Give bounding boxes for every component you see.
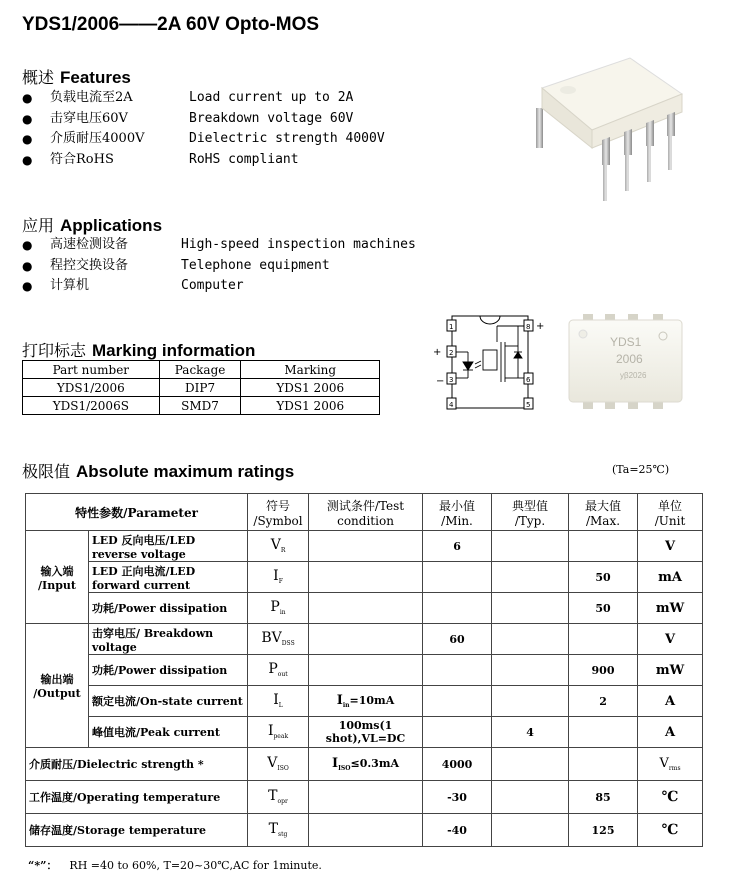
header-typ: 典型值 /Typ.: [492, 494, 569, 531]
test-cell: [309, 562, 423, 593]
amr-table: [25, 493, 703, 847]
feature-en: Dielectric strength 4000V: [189, 131, 385, 146]
param-cell: 储存温度/Storage temperature: [26, 814, 248, 847]
footnote: [28, 857, 322, 873]
header-test: 测试条件/Test condition: [309, 494, 423, 531]
unit-cell: A: [638, 717, 703, 748]
param-cell: 额定电流/On-state current: [89, 686, 248, 717]
param-cell: 工作温度/Operating temperature: [26, 781, 248, 814]
min-cell: [423, 593, 492, 624]
param-cell: 峰值电流/Peak current: [89, 717, 248, 748]
symbol-cell: $I_L$: [248, 686, 309, 717]
table-cell: YDS1 2006: [241, 379, 380, 397]
unit-cell: mA: [638, 562, 703, 593]
application-cn: 计算机: [50, 278, 90, 293]
pinout-schematic: [430, 312, 550, 412]
table-cell: DIP7: [159, 379, 241, 397]
notch-mark: [480, 316, 500, 324]
list-item: [22, 276, 442, 297]
max-cell: [569, 531, 638, 562]
table-row: [26, 748, 703, 781]
header-symbol: 符号 /Symbol: [248, 494, 309, 531]
feature-en: Breakdown voltage 60V: [189, 110, 354, 126]
table-row: [23, 397, 380, 415]
header-max: 最大值 /Max.: [569, 494, 638, 531]
header-parameter: 特性参数/Parameter: [26, 494, 248, 531]
applications-heading-cn: 应用: [22, 216, 55, 235]
min-cell: [423, 717, 492, 748]
test-cell: [309, 593, 423, 624]
max-cell: [569, 717, 638, 748]
typ-cell: [492, 624, 569, 655]
symbol-cell: $V_R$: [248, 531, 309, 562]
marking-heading-cn: 打印标志: [22, 341, 87, 360]
features-heading-en: Features: [60, 68, 131, 87]
page-title: YDS1/2006——2A 60V Opto-MOS: [22, 14, 320, 35]
table-row: [26, 624, 703, 655]
param-cell: 击穿电压/ Breakdown voltage: [89, 624, 248, 655]
table-header-row: [26, 494, 703, 531]
test-cell: [309, 814, 423, 847]
feature-cn: 负载电流至2A: [50, 90, 133, 105]
param-cell: 介质耐压/Dielectric strength *: [26, 748, 248, 781]
unit-cell: A: [638, 686, 703, 717]
test-cell: [309, 624, 423, 655]
pin-label: 4: [449, 401, 454, 409]
header-unit: 单位 /Unit: [638, 494, 703, 531]
application-cn: 程控交换设备: [50, 257, 129, 273]
list-item: [22, 235, 442, 256]
table-row: [26, 781, 703, 814]
test-cell: [309, 781, 423, 814]
param-cell: LED 正向电流/LED forward current: [89, 562, 248, 593]
column-header: Package: [159, 361, 241, 379]
table-cell: YDS1/2006S: [23, 397, 160, 415]
feature-en: Load current up to 2A: [189, 90, 354, 105]
column-header: Part number: [23, 361, 160, 379]
bullet-icon: ●: [22, 132, 33, 146]
application-en: Computer: [181, 278, 244, 293]
min-cell: 60: [423, 624, 492, 655]
table-row: [23, 379, 380, 397]
test-cell: [309, 655, 423, 686]
bullet-icon: ●: [22, 91, 33, 105]
chip-text-line2: 2006: [616, 352, 643, 366]
unit-cell: ℃: [638, 814, 703, 847]
unit-cell: $V_{rms}$: [638, 748, 703, 781]
typ-cell: [492, 562, 569, 593]
bullet-icon: ●: [22, 258, 33, 273]
marking-heading: [22, 338, 255, 361]
footnote-mark: “*”：: [28, 859, 58, 872]
min-cell: 6: [423, 531, 492, 562]
test-cell: $I_{ISO}\le 0.3mA$: [309, 748, 423, 781]
table-cell: SMD7: [159, 397, 241, 415]
list-item: [22, 109, 442, 130]
led-mosfet-symbol: [456, 326, 524, 382]
max-cell: 2: [569, 686, 638, 717]
table-cell: YDS1 2006: [241, 397, 380, 415]
chip-text-line3: yβ2026: [620, 371, 647, 380]
feature-en: RoHS compliant: [189, 151, 299, 167]
group-output: 输出端 /Output: [26, 624, 89, 748]
unit-cell: mW: [638, 593, 703, 624]
amr-heading: [22, 459, 294, 482]
max-cell: 900: [569, 655, 638, 686]
typ-cell: [492, 781, 569, 814]
header-min: 最小值 /Min.: [423, 494, 492, 531]
typ-cell: [492, 531, 569, 562]
ta-condition: (Ta=25℃): [612, 463, 670, 476]
table-row: [26, 814, 703, 847]
symbol-cell: $I_F$: [248, 562, 309, 593]
chip-text-line1: YDS1: [610, 335, 642, 349]
min-cell: [423, 655, 492, 686]
group-input: 输入端 /Input: [26, 531, 89, 624]
table-row: [26, 717, 703, 748]
symbol-cell: $P_{out}$: [248, 655, 309, 686]
bullet-icon: ●: [22, 279, 33, 293]
table-row: [26, 531, 703, 562]
pin-label: 2: [449, 349, 454, 357]
feature-cn: 击穿电压60V: [50, 110, 128, 126]
typ-cell: [492, 748, 569, 781]
list-item: [22, 256, 442, 277]
max-cell: [569, 624, 638, 655]
min-cell: -30: [423, 781, 492, 814]
bullet-icon: ●: [22, 238, 33, 252]
min-cell: -40: [423, 814, 492, 847]
max-cell: 85: [569, 781, 638, 814]
application-en: High-speed inspection machines: [181, 237, 416, 252]
pin1-dot: [579, 330, 587, 338]
table-row: [26, 562, 703, 593]
typ-cell: [492, 686, 569, 717]
max-cell: 50: [569, 562, 638, 593]
unit-cell: V: [638, 624, 703, 655]
table-header-row: [23, 361, 380, 379]
symbol-cell: $P_{in}$: [248, 593, 309, 624]
list-item: [22, 129, 442, 150]
applications-heading: [22, 213, 162, 236]
test-cell: [309, 531, 423, 562]
pin-label: 6: [526, 376, 531, 384]
symbol-cell: $BV_{DSS}$: [248, 624, 309, 655]
list-item: [22, 150, 442, 171]
test-cell: 100ms(1 shot),VL=DC: [309, 717, 423, 748]
max-cell: 50: [569, 593, 638, 624]
marking-heading-en: Marking information: [92, 341, 256, 360]
symbol-cell: $V_{ISO}$: [248, 748, 309, 781]
typ-cell: 4: [492, 717, 569, 748]
max-cell: 125: [569, 814, 638, 847]
application-en: Telephone equipment: [181, 257, 330, 273]
param-cell: LED 反向电压/LED reverse voltage: [89, 531, 248, 562]
feature-cn: 符合RoHS: [50, 151, 114, 167]
plus-sign: +: [433, 347, 442, 358]
min-cell: [423, 686, 492, 717]
table-row: [26, 593, 703, 624]
list-item: [22, 88, 442, 109]
typ-cell: [492, 655, 569, 686]
max-cell: [569, 748, 638, 781]
plus-sign: +: [536, 321, 545, 332]
features-list: [22, 88, 442, 170]
symbol-cell: $I_{peak}$: [248, 717, 309, 748]
typ-cell: [492, 814, 569, 847]
unit-cell: V: [638, 531, 703, 562]
bullet-icon: ●: [22, 111, 33, 126]
bullet-icon: ●: [22, 152, 33, 167]
unit-cell: mW: [638, 655, 703, 686]
amr-heading-cn: 极限值: [22, 462, 71, 481]
table-row: [26, 686, 703, 717]
table-row: [26, 655, 703, 686]
min-cell: 4000: [423, 748, 492, 781]
minus-sign: −: [436, 376, 445, 387]
pin-label: 5: [526, 401, 531, 409]
table-cell: YDS1/2006: [23, 379, 160, 397]
test-cell: $I_{in}=10mA$: [309, 686, 423, 717]
applications-heading-en: Applications: [60, 216, 163, 235]
param-cell: 功耗/Power dissipation: [89, 593, 248, 624]
dip-package-image: [522, 50, 692, 205]
param-cell: 功耗/Power dissipation: [89, 655, 248, 686]
min-cell: [423, 562, 492, 593]
marking-table: [22, 360, 380, 415]
symbol-cell: $T_{opr}$: [248, 781, 309, 814]
footnote-text: RH =40 to 60%, T=20~30℃,AC for 1minute.: [69, 859, 322, 872]
amr-heading-en: Absolute maximum ratings: [76, 462, 295, 481]
features-heading: [22, 65, 131, 88]
pin-label: 3: [449, 376, 454, 384]
application-cn: 高速检测设备: [50, 237, 129, 252]
pin-label: 1: [449, 323, 454, 331]
features-heading-cn: 概述: [22, 68, 55, 87]
chip-marking-image: [563, 312, 688, 412]
pin-label: 8: [526, 323, 531, 331]
column-header: Marking: [241, 361, 380, 379]
unit-cell: ℃: [638, 781, 703, 814]
feature-cn: 介质耐压4000V: [50, 131, 145, 146]
typ-cell: [492, 593, 569, 624]
applications-list: [22, 235, 442, 297]
symbol-cell: $T_{stg}$: [248, 814, 309, 847]
